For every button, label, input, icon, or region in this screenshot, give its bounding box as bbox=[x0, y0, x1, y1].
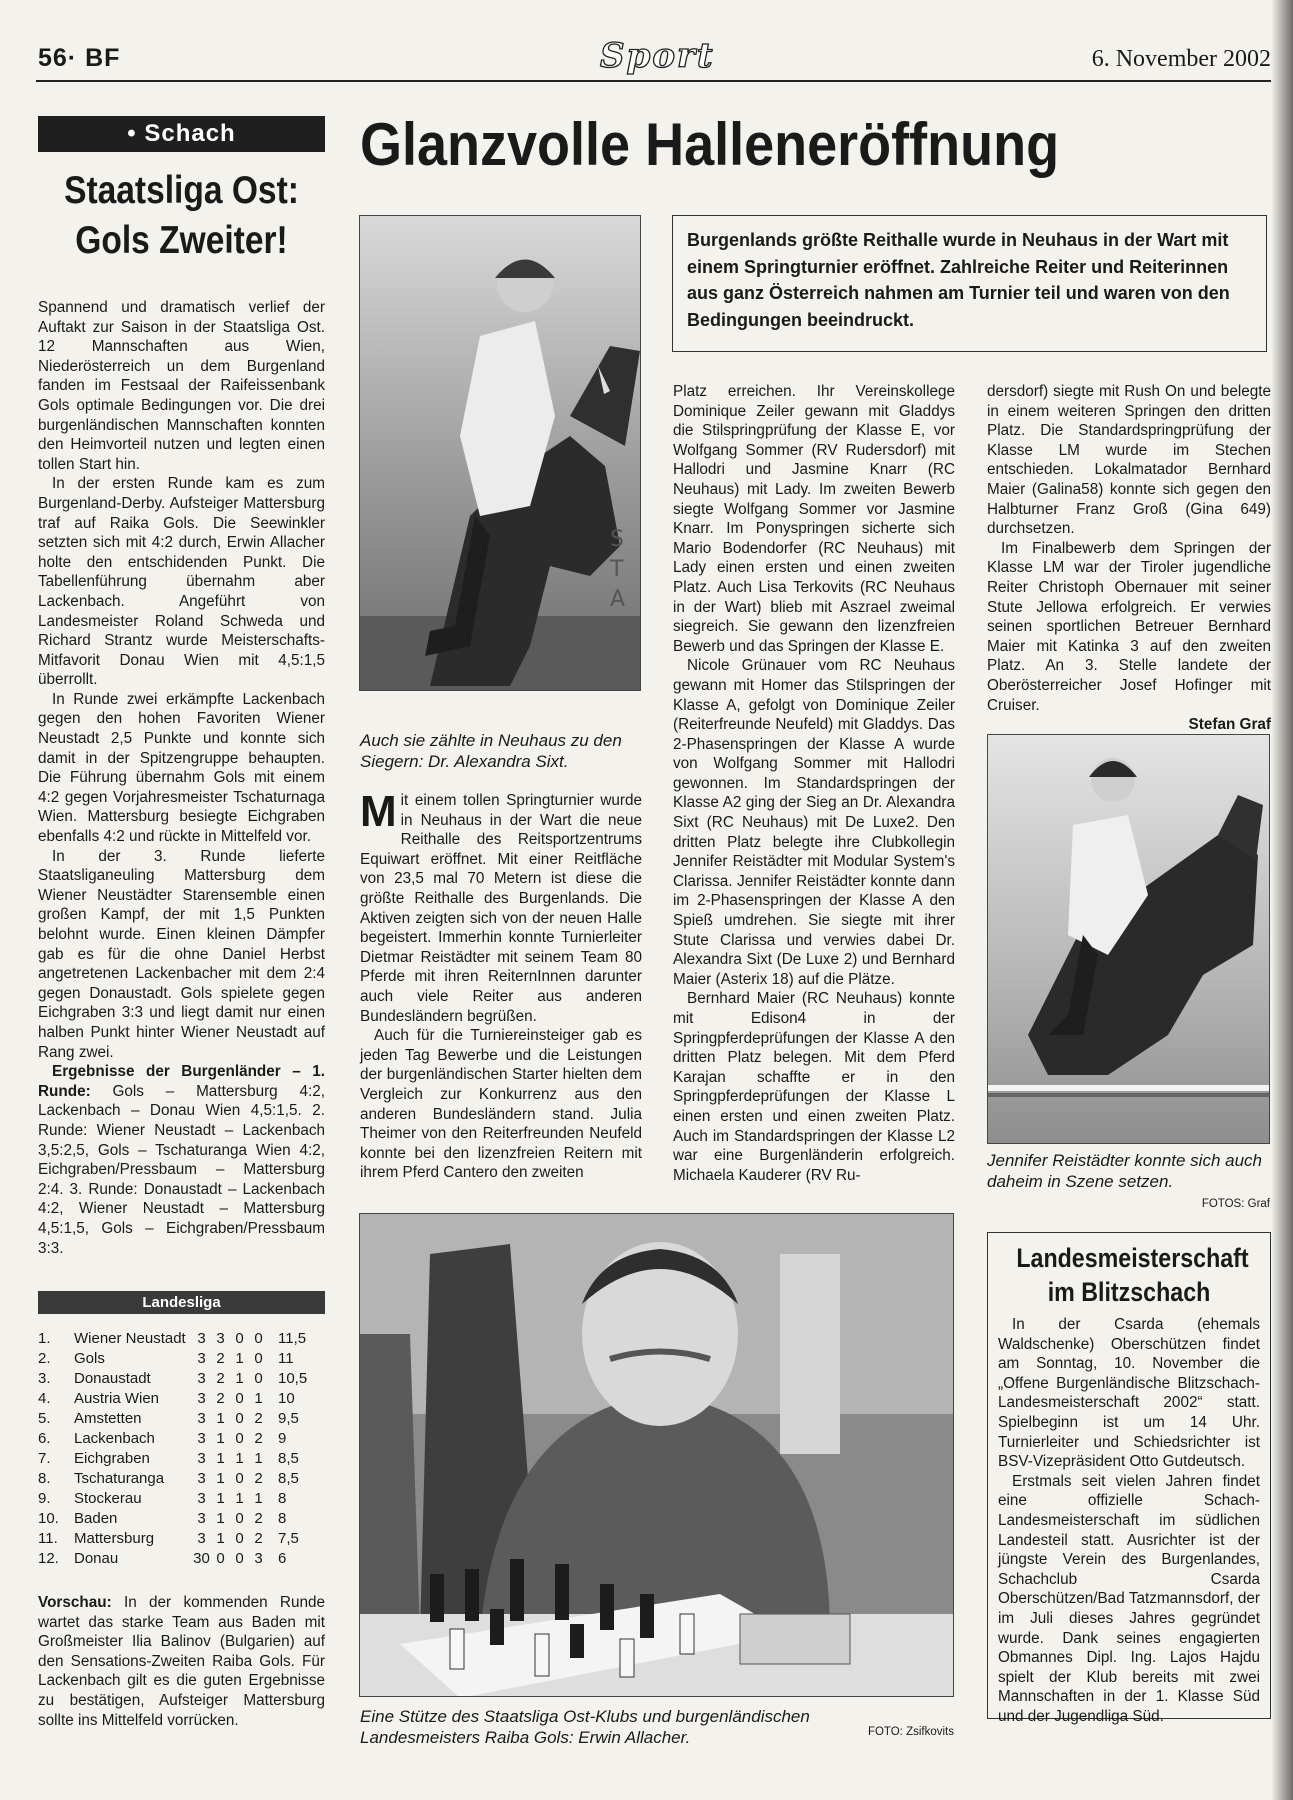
rider-photo-2-image bbox=[988, 735, 1270, 1144]
blitz-chess-box bbox=[987, 1232, 1271, 1725]
chess-preview bbox=[38, 1593, 325, 1730]
table-cell: 8,5 bbox=[278, 1450, 299, 1467]
table-cell: 1 bbox=[216, 1430, 225, 1447]
league-table-row bbox=[38, 1369, 325, 1389]
table-cell: 2 bbox=[254, 1470, 263, 1487]
table-cell: 1 bbox=[235, 1450, 244, 1467]
chess-player-photo bbox=[359, 1213, 954, 1697]
table-cell: 1 bbox=[216, 1490, 225, 1507]
team-name: Donau bbox=[74, 1550, 119, 1567]
table-cell: 5. bbox=[38, 1410, 51, 1427]
article-paragraph: Bernhard Maier (RC Neuhaus) konnte mit Edison4 in der Springpferdeprüfungen der Klasse A den dritten Platz belegen. Mit dem Pferd Karajan schaffte er in den Springpferdeprüfungen der Klasse L einen ersten und einen zweiten Platz. Auch im Standardspringen der Klasse L2 war eine Burgenländerin erfolgreich. Michaela Kauderer (RV Ru- bbox=[673, 990, 955, 1184]
table-cell: 1 bbox=[235, 1370, 244, 1387]
table-cell: 9. bbox=[38, 1490, 51, 1507]
table-cell: 2 bbox=[216, 1390, 225, 1407]
dropcap: M bbox=[360, 787, 397, 836]
article-paragraph: Nicole Grünauer vom RC Neuhaus gewann mit Homer das Stilspringen der Klasse A, gefolgt von Dominique Zeiler (Reiterfreunde Neufeld) mit Gladdys. Das 2-Phasenspringen der Klasse A wurde von Wolfgang Sommer mit Hallodri gewonnen. Im Standardspringen der Klasse A2 ging der Sieg an Dr. Alexandra Sixt (RC Neuhaus) mit De Luxe2. Den dritten Platz belegte ihre Clubkollegin Jennifer Reistädter mit Modular System's Clarissa. Jennifer Reistädter konnte dann im 2-Phasenspringen der Klasse A den Spieß umdrehen. Sie siegte mit ihrer Stute Clarissa und verwies dabei Dr. Alexandra Sixt (De Luxe 2) und Bernhard Maier (Asterix 18) auf die Plätze. bbox=[673, 657, 955, 988]
table-cell: 3 bbox=[197, 1390, 206, 1407]
article-paragraph: dersdorf) siegte mit Rush On und belegte in einem weiteren Springen den dritten Platz. Die Standardspringprüfung der Klasse LM wurde im Stechen entschieden. Lokalmatador Bernhard Maier (Galina58) konnte sich gegen den Halbturner Franz Groß (Gina 649) durchsetzen. bbox=[987, 383, 1271, 538]
league-table-row bbox=[38, 1349, 325, 1369]
chess-headline-line1: Staatsliga Ost: bbox=[64, 169, 299, 212]
table-cell: 12. bbox=[38, 1550, 59, 1567]
chess-paragraph: In der ersten Runde kam es zum Burgenland-Derby. Aufsteiger Mattersburg traf auf Raika Gols. Die Seewinkler setzten sich mit 4:2 durch, Erwin Allacher holte den entschidenden Punkt. Die Tabellenführung übernahm aber Lackenbach. Angeführt von Landesmeister Roland Schweda und Richard Strantz wurde Meisterschafts-Mitfavorit Donau Wien mit 4,5:1,5 überrollt. bbox=[38, 475, 325, 689]
table-cell: 2. bbox=[38, 1350, 51, 1367]
table-cell: 10,5 bbox=[278, 1370, 308, 1387]
results-label: Ergebnisse der Burgenländer – 1. Runde: bbox=[38, 1063, 325, 1100]
table-cell: 0 bbox=[216, 1550, 225, 1567]
table-cell: 30 bbox=[193, 1550, 210, 1567]
table-cell: 6. bbox=[38, 1430, 51, 1447]
page-number: 56· BF bbox=[38, 44, 121, 72]
table-cell: 3 bbox=[197, 1450, 206, 1467]
table-cell: 0 bbox=[235, 1410, 244, 1427]
league-table-row bbox=[38, 1509, 325, 1529]
table-cell: 6 bbox=[278, 1550, 287, 1567]
chess-article bbox=[38, 298, 325, 1258]
table-cell: 8 bbox=[278, 1490, 287, 1507]
article-paragraph: Platz erreichen. Ihr Vereinskollege Dominique Zeiler gewann mit Gladdys die Stilspringprüfung der Klasse E, vor Wolfgang Sommer (RV Rudersdorf) mit Hallodri und Jasmine Knarr (RC Neuhaus) mit Lady. Im zweiten Bewerb siegte Wolfgang Sommer vor Jasmine Knarr. Im Ponyspringen sicherte sich Mario Bodendorfer (RC Neuhaus) mit Lady einen ersten und einen zweiten Platz. Auch Lisa Terkovits (RC Neuhaus in der Wart) blieb mit Aszrael zweimal siegreich. Sie gewann den lizenzfreien Bewerb und das Springen der Klasse E. bbox=[673, 383, 955, 655]
chess-player-photo-caption: Eine Stütze des Staatsliga Ost-Klubs und burgenländischen Landesmeisters Raiba Gols: Erwin Allacher. bbox=[360, 1707, 810, 1747]
table-cell: 0 bbox=[254, 1330, 263, 1347]
chess-headline-line2: Gols Zweiter! bbox=[75, 219, 288, 262]
league-table-row bbox=[38, 1389, 325, 1409]
table-cell: 1 bbox=[216, 1530, 225, 1547]
intro-box: Burgenlands größte Reithalle wurde in Neuhaus in der Wart mit einem Springturnier eröffnet. Zahlreiche Reiter und Reiterinnen aus ganz Österreich nahmen am Turnier teil und waren von den Bedingungen beeindruckt. bbox=[672, 215, 1267, 352]
article-paragraph: Im Finalbewerb dem Springen der Klasse LM war der Tiroler jugendliche Reiter Christoph Obernauer mit seiner Stute Jellowa erfolgreich. Er verwies seinen sportlichen Betreuer Bernhard Maier mit Katinka 3 auf den zweiten Platz. An 3. Stelle landete der Oberösterreicher Josef Hofinger mit Cruiser. bbox=[987, 539, 1271, 714]
table-cell: 1 bbox=[216, 1510, 225, 1527]
table-cell: 1 bbox=[254, 1450, 263, 1467]
team-name: Lackenbach bbox=[74, 1430, 155, 1447]
league-table-row bbox=[38, 1489, 325, 1509]
results-text: Gols – Mattersburg 4:2, Lackenbach – Donau Wien 4,5:1,5. 2. Runde: Wiener Neustadt – Lackenbach 3,5:2,5, Gols – Tschaturanga Wien 4:2, Eichgraben/Pressbaum – Mattersburg 2:4. 3. Runde: Donaustadt – Lackenbach 4:2, Wiener Neustadt – Mattersburg 4,5:1,5, Gols – Eichgraben/Pressbaum 3:3. bbox=[38, 1082, 326, 1257]
team-name: Baden bbox=[74, 1510, 118, 1527]
photo-credit-zsifkovits: FOTO: Zsifkovits bbox=[867, 1726, 954, 1738]
chess-paragraph: Spannend und dramatisch verlief der Auftakt zur Saison in der Staatsliga Ost. 12 Mannschaften aus Wien, Niederösterreich un dem Burgenland fanden im Festsaal der Raifeissenbank Gols optimale Bedingungen vor. Die drei burgenländischen Mannschaften konnten den Heimvorteil nutzen und legten einen tollen Start hin. bbox=[38, 299, 325, 473]
blitz-headline-line1: Landesmeisterschaft bbox=[1016, 1243, 1249, 1273]
preview-text: In der kommenden Runde wartet das starke Team aus Baden mit Großmeister Ilia Balinov (Bulgarien) auf den Sensations-Zweiten Raiba Gols. Für Lackenbach gilt es die guten Ergebnisse zu bestätigen, Aufsteiger Mattersburg sollte ins Mittelfeld vorrücken. bbox=[38, 1594, 325, 1729]
table-cell: 8. bbox=[38, 1470, 51, 1487]
table-cell: 0 bbox=[235, 1550, 244, 1567]
article-column-1 bbox=[360, 787, 642, 1183]
table-cell: 2 bbox=[254, 1530, 263, 1547]
table-cell: 9,5 bbox=[278, 1410, 299, 1427]
league-table-row bbox=[38, 1469, 325, 1489]
chess-headline bbox=[58, 166, 305, 266]
table-cell: 3 bbox=[197, 1430, 206, 1447]
photo-credit-graf: FOTOS: Graf bbox=[1201, 1198, 1270, 1210]
league-table-row bbox=[38, 1529, 325, 1549]
league-table-title: Landesliga bbox=[38, 1291, 325, 1314]
table-cell: 1 bbox=[235, 1490, 244, 1507]
blitz-article bbox=[998, 1315, 1260, 1726]
table-cell: 4. bbox=[38, 1390, 51, 1407]
main-headline: Glanzvolle Halleneröffnung bbox=[360, 111, 1060, 178]
table-cell: 3 bbox=[216, 1330, 225, 1347]
table-cell: 0 bbox=[254, 1350, 263, 1367]
svg-text:S: S bbox=[610, 527, 624, 552]
blitz-headline-line2: im Blitzschach bbox=[1047, 1277, 1211, 1307]
chess-paragraph: In der 3. Runde lieferte Staatsliganeuling Mattersburg dem Wiener Neustädter Starensemble einen großen Kampf, der mit 1,5 Punkten belohnt wurde. Einen kleinen Dämpfer gab es für die ohne Daniel Herbst angetretenen Lackenbacher mit dem 2:4 gegen Donaustadt. Gols spielete gegen Eichgraben 3:3 und liegt damit nur einen halben Punkt hinter Wiener Neustadt auf Rang zwei. bbox=[38, 847, 325, 1061]
table-cell: 7. bbox=[38, 1450, 51, 1467]
author-byline: Stefan Graf bbox=[1188, 716, 1271, 734]
rider-photo-2-caption: Jennifer Reistädter konnte sich auch daheim in Szene setzen. bbox=[987, 1151, 1262, 1191]
table-cell: 7,5 bbox=[278, 1530, 299, 1547]
rider-photo-1-caption: Auch sie zählte in Neuhaus zu den Siegern: Dr. Alexandra Sixt. bbox=[360, 731, 622, 771]
section-title: Sport bbox=[600, 36, 715, 76]
table-cell: 2 bbox=[254, 1430, 263, 1447]
table-cell: 3 bbox=[197, 1350, 206, 1367]
issue-date: 6. November 2002 bbox=[1091, 46, 1271, 72]
team-name: Gols bbox=[74, 1350, 105, 1367]
rider-photo-1-image bbox=[360, 216, 641, 691]
blitz-paragraph: Erstmals seit vielen Jahren findet eine offizielle Schach-Landesmeisterschaft im südlichen Landesteil statt. Ausrichter ist der jüngste Verein des Burgenlandes, Schachclub Csarda Oberschützen/Bad Tatzmannsdorf, der im Juli dieses Jahres gegründet wurde. Dank seines engagierten Obmannes Dipl. Ing. Lajos Hajdu spielt der Klub bereits mit zwei Mannschaften in der 1. Klasse Süd und der Jugendliga Süd. bbox=[998, 1472, 1260, 1725]
table-cell: 11,5 bbox=[278, 1330, 307, 1347]
article-column-3 bbox=[987, 382, 1271, 735]
table-cell: 3 bbox=[197, 1490, 206, 1507]
team-name: Amstetten bbox=[74, 1410, 142, 1427]
table-cell: 1 bbox=[216, 1450, 225, 1467]
table-cell: 0 bbox=[235, 1330, 244, 1347]
team-name: Eichgraben bbox=[74, 1450, 150, 1467]
team-name: Wiener Neustadt bbox=[74, 1330, 186, 1347]
table-cell: 2 bbox=[254, 1410, 263, 1427]
table-cell: 1. bbox=[38, 1330, 51, 1347]
page-edge bbox=[1271, 0, 1293, 1800]
table-cell: 3 bbox=[197, 1470, 206, 1487]
table-cell: 1 bbox=[216, 1470, 225, 1487]
article-column-2 bbox=[673, 382, 955, 1185]
team-name: Mattersburg bbox=[74, 1530, 155, 1547]
table-cell: 2 bbox=[216, 1350, 225, 1367]
table-cell: 11. bbox=[38, 1530, 58, 1547]
table-cell: 1 bbox=[254, 1390, 263, 1407]
chess-player-photo-image bbox=[360, 1214, 954, 1697]
table-cell: 3 bbox=[197, 1530, 206, 1547]
table-cell: 0 bbox=[235, 1510, 244, 1527]
rider-photo-2 bbox=[987, 734, 1270, 1144]
table-cell: 1 bbox=[235, 1350, 244, 1367]
table-cell: 10. bbox=[38, 1510, 59, 1527]
preview-label: Vorschau: bbox=[38, 1594, 112, 1611]
league-table bbox=[38, 1329, 325, 1569]
table-cell: 3. bbox=[38, 1370, 51, 1387]
rider-photo-1 bbox=[359, 215, 641, 691]
svg-text:T: T bbox=[610, 557, 624, 582]
blitz-headline bbox=[1016, 1241, 1249, 1309]
table-cell: 0 bbox=[235, 1390, 244, 1407]
article-lead: it einem tollen Springturnier wurde in Neuhaus in der Wart die neue Reithalle des Reitsportzentrums Equiwart eröffnet. Mit einer Reitfläche von 23,5 mal 70 Metern ist diese die größte Reithalle des Burgenlands. Die Aktiven zeigten sich von der neuen Halle begeistert. Immerhin konnte Turnierleiter Dietmar Reistädter mit seinem Team 80 Pferde mit ihren ReiternInnen darunter auch viele Reiter aus anderen Bundesländern begrüßen. bbox=[360, 792, 642, 1025]
table-cell: 0 bbox=[235, 1530, 244, 1547]
league-table-row bbox=[38, 1409, 325, 1429]
league-table-row bbox=[38, 1429, 325, 1449]
article-paragraph: Auch für die Turniereinsteiger gab es jeden Tag Bewerbe und die Leistungen der burgenländischen Starter hielten dem Vergleich zur Konkurrenz aus den anderen Bundesländern stand. Julia Theimer von den Reiterfreunden Neufeld konnte bei den lizenzfreien Reitern mit ihrem Pferd Cantero den zweiten bbox=[360, 1027, 642, 1182]
header-rule bbox=[36, 80, 1271, 82]
table-cell: 1 bbox=[216, 1410, 225, 1427]
table-cell: 8 bbox=[278, 1510, 287, 1527]
table-cell: 3 bbox=[254, 1550, 263, 1567]
chess-paragraph: In Runde zwei erkämpfte Lackenbach gegen den hohen Favoriten Wiener Neustadt 2,5 Punkte und konnte sich damit in der Spitzengruppe behaupten. Die Führung übernahm Gols mit einem 4:2 gegen Vorjahresmeister Tschaturnaga Wien. Mattersburg besiegte Eichgraben ebenfalls 4:2 und rückte in Mittelfeld vor. bbox=[38, 690, 325, 846]
table-cell: 0 bbox=[254, 1370, 263, 1387]
table-cell: 2 bbox=[216, 1370, 225, 1387]
team-name: Tschaturanga bbox=[74, 1470, 165, 1487]
league-table-row bbox=[38, 1329, 325, 1349]
table-cell: 11 bbox=[278, 1350, 294, 1367]
table-cell: 3 bbox=[197, 1510, 206, 1527]
team-name: Stockerau bbox=[74, 1490, 142, 1507]
team-name: Donaustadt bbox=[74, 1370, 151, 1387]
table-cell: 8,5 bbox=[278, 1470, 299, 1487]
table-cell: 3 bbox=[197, 1370, 206, 1387]
league-table-row bbox=[38, 1449, 325, 1469]
table-cell: 2 bbox=[254, 1510, 263, 1527]
table-cell: 3 bbox=[197, 1410, 206, 1427]
table-cell: 3 bbox=[197, 1330, 206, 1347]
chess-results bbox=[38, 1062, 325, 1258]
league-table-row bbox=[38, 1549, 325, 1569]
team-name: Austria Wien bbox=[74, 1390, 160, 1407]
chess-kicker: • Schach bbox=[38, 116, 325, 152]
table-cell: 9 bbox=[278, 1430, 287, 1447]
table-cell: 1 bbox=[254, 1490, 263, 1507]
table-cell: 10 bbox=[278, 1390, 295, 1407]
table-cell: 0 bbox=[235, 1470, 244, 1487]
svg-text:A: A bbox=[610, 587, 626, 612]
table-cell: 0 bbox=[235, 1430, 244, 1447]
blitz-paragraph: In der Csarda (ehemals Waldschenke) Oberschützen findet am Sonntag, 10. November die „Offene Burgenländische Blitzschach-Landesmeisterschaft 2002“ statt. Spielbeginn ist um 14 Uhr. Turnierleiter und Schiedsrichter ist BSV-Vizepräsident Otto Gutdeutsch. bbox=[998, 1316, 1260, 1471]
